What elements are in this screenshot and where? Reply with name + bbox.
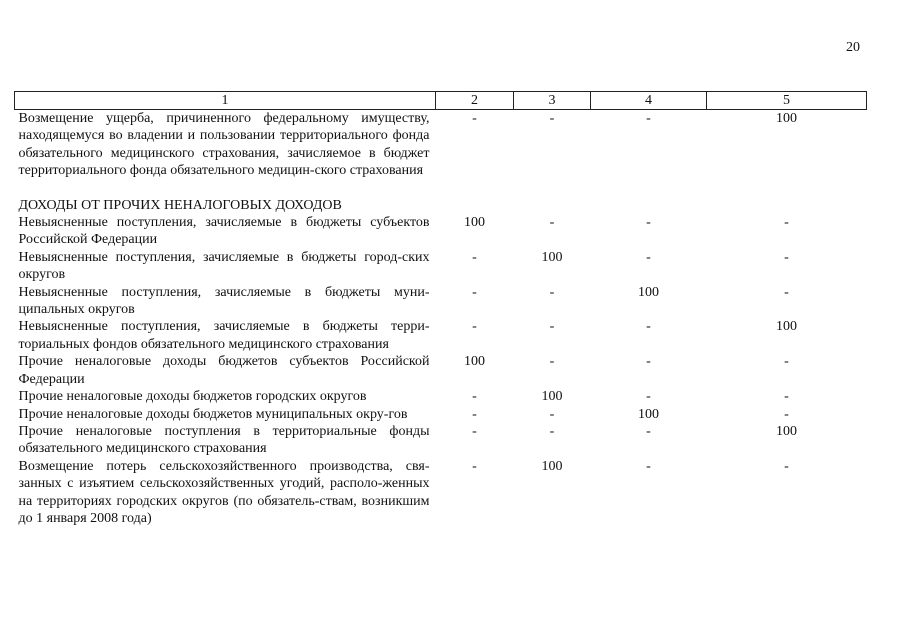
row-value-col3: - (549, 319, 555, 335)
row-value-col5: - (784, 354, 789, 370)
row-value-col3: - (549, 354, 555, 370)
row-description: Невыясненные поступления, зачисляемые в бюджеты субъектов Российской Федерации (18, 215, 430, 248)
row-value-col5: - (784, 406, 789, 422)
row-value-col4: - (646, 389, 651, 405)
row-value-col2: - (472, 319, 477, 335)
row-description: Прочие неналоговые поступления в территориальные фонды обязательного медицинского страхования (18, 423, 430, 457)
row-value-col5: - (784, 215, 789, 231)
row-value-col3: - (549, 111, 555, 126)
row-value-col4: - (646, 319, 651, 335)
revenue-table (14, 91, 867, 527)
row-value-col5: - (784, 249, 789, 265)
row-value-col2: 100 (464, 354, 485, 370)
table-row (15, 458, 867, 528)
row-description: Прочие неналоговые доходы бюджетов субъектов Российской Федерации (18, 354, 430, 387)
row-value-col4: - (646, 354, 651, 370)
row-description: Прочие неналоговые доходы бюджетов городских округов (18, 389, 367, 405)
table-row (15, 284, 867, 319)
row-value-col2: - (472, 458, 477, 474)
row-value-col2: - (472, 111, 477, 126)
row-value-col5: 100 (776, 423, 797, 439)
column-header-4: 4 (591, 92, 707, 110)
row-description: Возмещение ущерба, причиненного федеральному имуществу, находящемуся во владении и пользовании территориального фонда обязательного медицинского страхования, зачисляемое в бюджет территориального фонда обязательного медицин-ского страхования (18, 111, 430, 179)
row-value-col4: - (646, 423, 651, 439)
column-header-5: 5 (707, 92, 867, 110)
table-row (15, 318, 867, 353)
row-value-col3: - (549, 215, 555, 231)
row-value-col5: - (784, 458, 789, 474)
row-value-col2: - (472, 389, 477, 405)
row-value-col5: 100 (776, 111, 797, 126)
column-header-3: 3 (514, 92, 591, 110)
table-header-row (15, 92, 867, 110)
table-row (15, 406, 867, 423)
row-description: Прочие неналоговые доходы бюджетов муниципальных окру-гов (18, 406, 408, 422)
row-value-col3: - (549, 406, 555, 422)
row-value-col2: - (472, 249, 477, 265)
table-row (15, 249, 867, 284)
row-value-col5: 100 (776, 319, 797, 335)
section-title-row (15, 197, 867, 214)
row-description: Невыясненные поступления, зачисляемые в бюджеты муни-ципальных округов (18, 284, 430, 318)
row-value-col2: - (472, 406, 477, 422)
row-value-col5: - (784, 284, 789, 300)
row-value-col3: - (549, 284, 555, 300)
row-description: Невыясненные поступления, зачисляемые в бюджеты город-ских округов (18, 249, 430, 283)
table-row (15, 110, 867, 180)
row-value-col4: - (646, 111, 651, 126)
table-row (15, 423, 867, 458)
spacer-row (15, 180, 867, 197)
row-value-col3: - (549, 423, 555, 439)
row-value-col4: - (646, 215, 651, 231)
row-value-col2: 100 (464, 215, 485, 231)
section-title: ДОХОДЫ ОТ ПРОЧИХ НЕНАЛОГОВЫХ ДОХОДОВ (18, 197, 342, 213)
table-row (15, 214, 867, 249)
row-value-col4: 100 (638, 406, 659, 422)
row-value-col4: 100 (638, 284, 659, 300)
page-number: 20 (846, 40, 860, 55)
row-description: Возмещение потерь сельскохозяйственного производства, свя-занных с изъятием сельскохозяйственных угодий, располо-женных на территориях городских округов (по обязатель-ствам, возникшим до 1 января 2008 года) (18, 458, 430, 526)
column-header-1: 1 (15, 92, 436, 110)
row-value-col4: - (646, 249, 651, 265)
row-value-col2: - (472, 284, 477, 300)
row-value-col3: 100 (541, 249, 563, 265)
row-value-col3: 100 (541, 458, 563, 474)
row-value-col2: - (472, 423, 477, 439)
row-value-col3: 100 (541, 389, 563, 405)
row-value-col4: - (646, 458, 651, 474)
table-row (15, 353, 867, 388)
table-row (15, 388, 867, 405)
row-value-col5: - (784, 389, 789, 405)
row-description: Невыясненные поступления, зачисляемые в бюджеты терри-ториальных фондов обязательного медицинского страхования (18, 319, 430, 352)
column-header-2: 2 (436, 92, 514, 110)
